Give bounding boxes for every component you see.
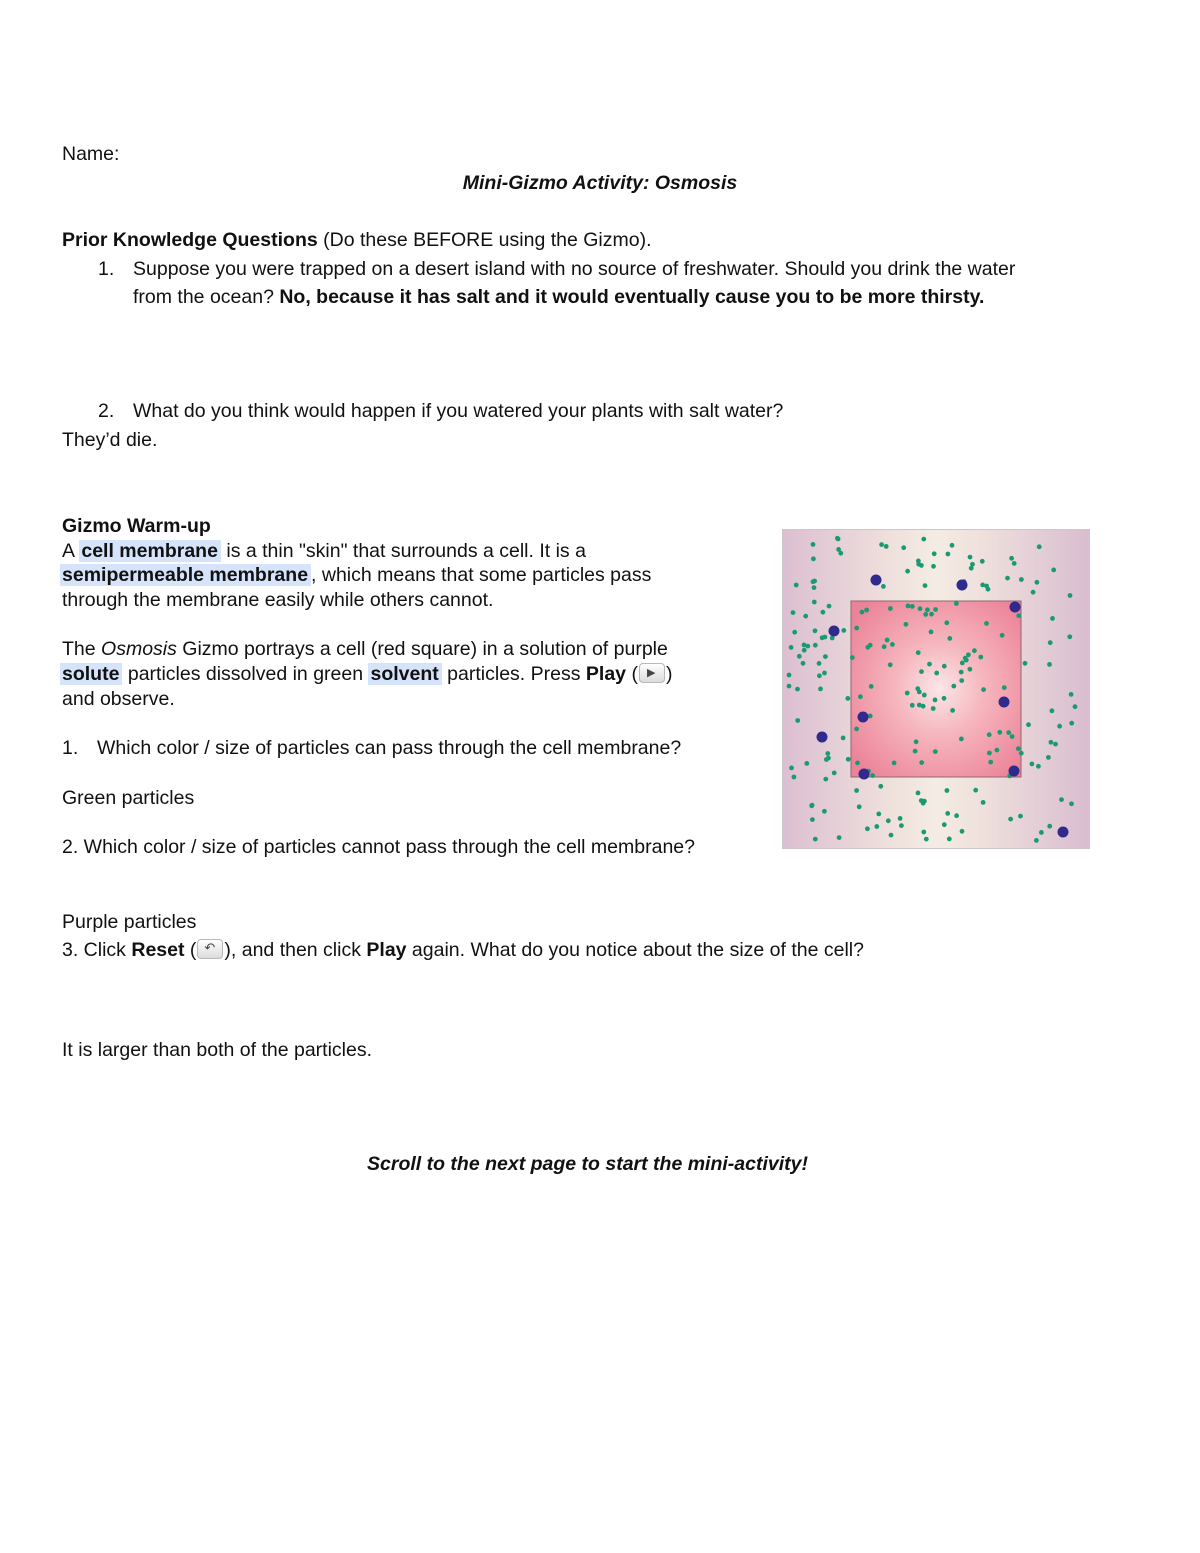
solute-particle xyxy=(858,712,869,723)
solute-particle xyxy=(957,580,968,591)
solvent-particle xyxy=(1016,613,1021,618)
solvent-particle xyxy=(951,684,956,689)
solvent-particle xyxy=(823,777,828,782)
text-span: 3. Click xyxy=(62,939,132,961)
solute-particle xyxy=(1010,602,1021,613)
solvent-particle xyxy=(1023,661,1028,666)
solvent-particle xyxy=(846,757,851,762)
solvent-particle xyxy=(797,654,802,659)
solvent-particle xyxy=(923,583,928,588)
solvent-particle xyxy=(922,799,927,804)
question-text: Which color / size of particles can pass through the cell membrane? xyxy=(97,737,682,759)
solvent-particle xyxy=(959,678,964,683)
term-solute: solute xyxy=(60,663,122,685)
solvent-particle xyxy=(837,835,842,840)
solvent-particle xyxy=(1047,824,1052,829)
solvent-particle xyxy=(915,686,920,691)
solvent-particle xyxy=(981,687,986,692)
text-span: ), and then click xyxy=(224,939,367,961)
solvent-particle xyxy=(914,739,919,744)
solvent-particle xyxy=(918,606,923,611)
warmup-paragraph-line xyxy=(62,662,672,686)
solvent-particle xyxy=(1037,544,1042,549)
solvent-particle xyxy=(841,628,846,633)
solvent-particle xyxy=(1010,734,1015,739)
solvent-particle xyxy=(1026,722,1031,727)
solvent-particle xyxy=(1019,751,1024,756)
solvent-particle xyxy=(929,630,934,635)
osmosis-gizmo-image xyxy=(782,529,1090,849)
solvent-particle xyxy=(1016,746,1021,751)
name-label: Name: xyxy=(62,143,120,165)
solvent-particle xyxy=(820,635,825,640)
solute-particle xyxy=(1058,827,1069,838)
solvent-particle xyxy=(881,584,886,589)
solvent-particle xyxy=(854,727,859,732)
solvent-particle xyxy=(929,612,934,617)
solvent-particle xyxy=(905,691,910,696)
solvent-particle xyxy=(906,604,911,609)
solvent-particle xyxy=(812,600,817,605)
solvent-particle xyxy=(832,771,837,776)
question-text: What do you think would happen if you watered your plants with salt water? xyxy=(133,400,784,422)
solvent-particle xyxy=(968,667,973,672)
solvent-particle xyxy=(813,837,818,842)
warmup-paragraph-line xyxy=(62,637,668,661)
solvent-particle xyxy=(954,601,959,606)
solvent-particle xyxy=(811,579,816,584)
solvent-particle xyxy=(933,749,938,754)
solvent-particle xyxy=(803,614,808,619)
solvent-particle xyxy=(934,671,939,676)
solvent-particle xyxy=(947,636,952,641)
solute-particle xyxy=(829,626,840,637)
term-solvent: solvent xyxy=(368,663,441,685)
solvent-particle xyxy=(942,822,947,827)
solvent-particle xyxy=(858,694,863,699)
solvent-particle xyxy=(892,761,897,766)
solvent-particle xyxy=(933,607,938,612)
solvent-particle xyxy=(1046,755,1051,760)
answer-text: No, because it has salt and it would eventually cause you to be more thirsty. xyxy=(279,286,985,308)
solvent-particle xyxy=(874,824,879,829)
solvent-particle xyxy=(916,791,921,796)
solvent-particle xyxy=(1051,568,1056,573)
solvent-particle xyxy=(1069,692,1074,697)
solvent-particle xyxy=(802,643,807,648)
solvent-particle xyxy=(954,813,959,818)
solvent-particle xyxy=(1073,704,1078,709)
solvent-particle xyxy=(811,556,816,561)
solvent-particle xyxy=(1019,577,1024,582)
text-span: ) xyxy=(665,663,673,685)
solvent-particle xyxy=(972,648,977,653)
answer-text: Purple particles xyxy=(62,911,197,933)
term-semipermeable-membrane: semipermeable membrane xyxy=(60,564,311,586)
solvent-particle xyxy=(966,652,971,657)
answer-text: They’d die. xyxy=(62,429,158,451)
solvent-particle xyxy=(822,671,827,676)
solvent-particle xyxy=(888,662,893,667)
solvent-particle xyxy=(942,664,947,669)
solvent-particle xyxy=(854,788,859,793)
solvent-particle xyxy=(876,812,881,817)
solvent-particle xyxy=(854,626,859,631)
solvent-particle xyxy=(879,542,884,547)
solvent-particle xyxy=(860,610,865,615)
text-span: ( xyxy=(184,939,197,961)
solvent-particle xyxy=(969,566,974,571)
warmup-paragraph-line: and observe. xyxy=(62,688,175,710)
solvent-particle xyxy=(836,537,841,542)
question-text-continued: from the ocean? xyxy=(133,286,280,308)
question-number: 1. xyxy=(98,258,115,280)
solvent-particle xyxy=(913,749,918,754)
text-span: Gizmo portrays a cell (red square) in a solution of purple xyxy=(176,638,668,660)
text-span: A xyxy=(62,540,80,562)
text-span: particles. Press xyxy=(441,663,586,685)
solvent-particle xyxy=(1049,740,1054,745)
osmosis-simulation xyxy=(783,530,1089,848)
play-icon: ▶ xyxy=(639,663,665,683)
solvent-particle xyxy=(787,684,792,689)
solvent-particle xyxy=(1005,576,1010,581)
solvent-particle xyxy=(889,833,894,838)
question-number: 2. xyxy=(98,400,115,422)
solvent-particle xyxy=(822,809,827,814)
warmup-paragraph-line xyxy=(62,563,651,587)
solvent-particle xyxy=(794,583,799,588)
solvent-particle xyxy=(1050,616,1055,621)
solvent-particle xyxy=(984,621,989,626)
solvent-particle xyxy=(821,610,826,615)
question-text-line2 xyxy=(133,285,984,309)
solvent-particle xyxy=(865,826,870,831)
warmup-heading: Gizmo Warm-up xyxy=(62,515,211,537)
solvent-particle xyxy=(950,543,955,548)
footer-note: Scroll to the next page to start the mini-activity! xyxy=(367,1153,808,1175)
solvent-particle xyxy=(988,760,993,765)
solvent-particle xyxy=(845,696,850,701)
solvent-particle xyxy=(986,587,991,592)
solvent-particle xyxy=(973,788,978,793)
play-label: Play xyxy=(585,663,627,685)
solvent-particle xyxy=(813,628,818,633)
solvent-particle xyxy=(855,761,860,766)
solvent-particle xyxy=(898,816,903,821)
solvent-particle xyxy=(791,610,796,615)
solvent-particle xyxy=(825,751,830,756)
solvent-particle xyxy=(910,703,915,708)
solvent-particle xyxy=(981,800,986,805)
solvent-particle xyxy=(1000,633,1005,638)
solvent-particle xyxy=(997,730,1002,735)
text-span: The xyxy=(62,638,102,660)
solvent-particle xyxy=(946,552,951,557)
solvent-particle xyxy=(1008,817,1013,822)
solvent-particle xyxy=(817,661,822,666)
term-cell-membrane: cell membrane xyxy=(79,540,221,562)
solvent-particle xyxy=(818,687,823,692)
solvent-particle xyxy=(864,608,869,613)
solvent-particle xyxy=(823,654,828,659)
solvent-particle xyxy=(885,638,890,643)
solvent-particle xyxy=(959,670,964,675)
solvent-particle xyxy=(922,693,927,698)
reset-label: Reset xyxy=(131,939,185,961)
solvent-particle xyxy=(888,606,893,611)
solvent-particle xyxy=(1050,708,1055,713)
solvent-particle xyxy=(945,788,950,793)
solvent-particle xyxy=(1031,590,1036,595)
text-span: , which means that some particles pass xyxy=(311,564,652,586)
solvent-particle xyxy=(932,551,937,556)
prior-knowledge-note: (Do these BEFORE using the Gizmo). xyxy=(317,229,652,251)
warmup-paragraph-line xyxy=(62,539,586,563)
solvent-particle xyxy=(802,648,807,653)
question-number: 1. xyxy=(62,737,79,759)
solvent-particle xyxy=(817,673,822,678)
solute-particle xyxy=(871,575,882,586)
solvent-particle xyxy=(924,837,929,842)
solvent-particle xyxy=(950,708,955,713)
solvent-particle xyxy=(1069,801,1074,806)
solvent-particle xyxy=(944,620,949,625)
solvent-particle xyxy=(1002,685,1007,690)
solvent-particle xyxy=(917,703,922,708)
solvent-particle xyxy=(884,544,889,549)
solvent-particle xyxy=(921,830,926,835)
solvent-particle xyxy=(916,562,921,567)
solvent-particle xyxy=(1057,724,1062,729)
text-span: is a thin "skin" that surrounds a cell. It is a xyxy=(220,540,586,562)
solvent-particle xyxy=(801,661,806,666)
solvent-particle xyxy=(1039,830,1044,835)
solvent-particle xyxy=(809,803,814,808)
solvent-particle xyxy=(1053,742,1058,747)
solvent-particle xyxy=(841,736,846,741)
text-span: ( xyxy=(626,663,638,685)
solvent-particle xyxy=(811,542,816,547)
solvent-particle xyxy=(1036,764,1041,769)
solvent-particle xyxy=(933,698,938,703)
solvent-particle xyxy=(882,644,887,649)
solute-particle xyxy=(999,697,1010,708)
solvent-particle xyxy=(919,669,924,674)
solute-particle xyxy=(859,769,870,780)
solvent-particle xyxy=(890,642,895,647)
solvent-particle xyxy=(901,545,906,550)
solvent-particle xyxy=(878,784,883,789)
solvent-particle xyxy=(1006,730,1011,735)
solvent-particle xyxy=(925,607,930,612)
solvent-particle xyxy=(904,622,909,627)
solvent-particle xyxy=(810,817,815,822)
solvent-particle xyxy=(795,718,800,723)
solvent-particle xyxy=(868,643,873,648)
solvent-particle xyxy=(827,604,832,609)
solvent-particle xyxy=(959,737,964,742)
solvent-particle xyxy=(812,585,817,590)
solvent-particle xyxy=(826,756,831,761)
solvent-particle xyxy=(804,761,809,766)
solvent-particle xyxy=(795,687,800,692)
answer-text: It is larger than both of the particles. xyxy=(62,1039,373,1061)
solvent-particle xyxy=(931,706,936,711)
solvent-particle xyxy=(792,775,797,780)
solvent-particle xyxy=(789,645,794,650)
solvent-particle xyxy=(916,650,921,655)
solvent-particle xyxy=(921,537,926,542)
solute-particle xyxy=(817,732,828,743)
answer-text: Green particles xyxy=(62,787,195,809)
text-span: particles dissolved in green xyxy=(122,663,369,685)
solvent-particle xyxy=(850,655,855,660)
solvent-particle xyxy=(857,804,862,809)
solvent-particle xyxy=(1018,814,1023,819)
warmup-paragraph-line: through the membrane easily while others cannot. xyxy=(62,589,494,611)
solvent-particle xyxy=(980,583,985,588)
solvent-particle xyxy=(960,829,965,834)
solvent-particle xyxy=(980,559,985,564)
solvent-particle xyxy=(813,643,818,648)
solvent-particle xyxy=(1030,762,1035,767)
solvent-particle xyxy=(1067,634,1072,639)
question-text xyxy=(62,938,864,962)
solvent-particle xyxy=(987,732,992,737)
solvent-particle xyxy=(870,773,875,778)
solvent-particle xyxy=(960,661,965,666)
play-label: Play xyxy=(366,939,407,961)
solvent-particle xyxy=(1068,593,1073,598)
solvent-particle xyxy=(886,818,891,823)
text-span: again. What do you notice about the size of the cell? xyxy=(406,939,864,961)
solvent-particle xyxy=(836,547,841,552)
question-text: Suppose you were trapped on a desert island with no source of freshwater. Should you drink the water xyxy=(133,258,1016,280)
solvent-particle xyxy=(995,748,1000,753)
solvent-particle xyxy=(987,751,992,756)
question-text: 2. Which color / size of particles cannot pass through the cell membrane? xyxy=(62,836,695,858)
solvent-particle xyxy=(945,811,950,816)
solvent-particle xyxy=(787,673,792,678)
solvent-particle xyxy=(868,714,873,719)
solute-particle xyxy=(1009,766,1020,777)
solvent-particle xyxy=(942,696,947,701)
prior-knowledge-heading-line xyxy=(62,228,652,252)
solvent-particle xyxy=(792,630,797,635)
solvent-particle xyxy=(1012,561,1017,566)
solvent-particle xyxy=(978,655,983,660)
solvent-particle xyxy=(905,569,910,574)
page-title: Mini-Gizmo Activity: Osmosis xyxy=(462,172,738,194)
solvent-particle xyxy=(919,760,924,765)
solvent-particle xyxy=(1009,556,1014,561)
solvent-particle xyxy=(1069,721,1074,726)
solvent-particle xyxy=(910,604,915,609)
solvent-particle xyxy=(931,564,936,569)
solvent-particle xyxy=(1035,580,1040,585)
reset-icon: ↶ xyxy=(197,939,223,959)
solvent-particle xyxy=(1048,640,1053,645)
solvent-particle xyxy=(923,612,928,617)
solvent-particle xyxy=(927,662,932,667)
solvent-particle xyxy=(899,823,904,828)
prior-knowledge-heading: Prior Knowledge Questions xyxy=(62,229,318,251)
solvent-particle xyxy=(1047,662,1052,667)
solvent-particle xyxy=(1034,838,1039,843)
gizmo-name: Osmosis xyxy=(101,638,177,660)
solvent-particle xyxy=(1059,797,1064,802)
solvent-particle xyxy=(968,555,973,560)
solvent-particle xyxy=(869,684,874,689)
solvent-particle xyxy=(789,766,794,771)
solvent-particle xyxy=(947,837,952,842)
